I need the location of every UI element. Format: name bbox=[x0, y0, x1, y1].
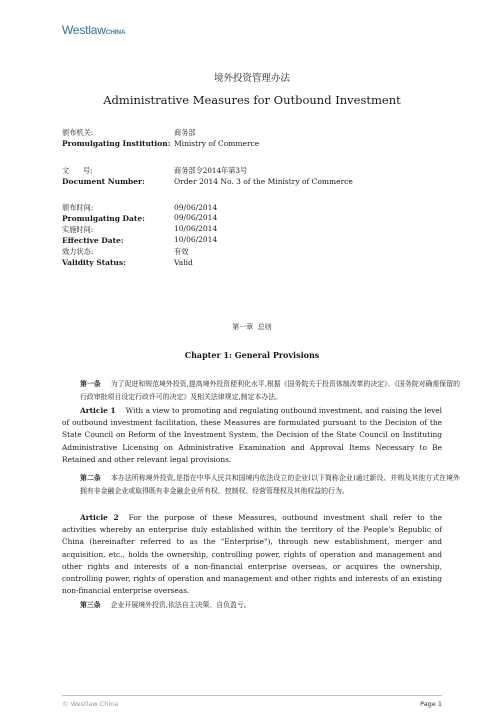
article-2-cn bbox=[62, 472, 460, 497]
article-1-en-text: With a view to promoting and regulating outbound investment, and raising the level of outbound investment facilitation, these Measures are formulated pursuant to the Decision of the State Council on Reform of the Investment System, the Decision of the State Council on Instituting Administrative Licensing on Administrative Examination and Approval Items Necessary to Be Retained and other relevant legal provisions. bbox=[62, 406, 442, 464]
docnum-val-cn: 商务部令2014年第3号 bbox=[174, 166, 248, 175]
docnum-key-en: Document Number: bbox=[62, 177, 145, 186]
logo-suffix: CHINA bbox=[105, 29, 126, 36]
westlaw-china-logo bbox=[62, 23, 125, 37]
status-val-cn: 有效 bbox=[174, 247, 189, 256]
institution-key-en: Promulgating Institution: bbox=[62, 139, 171, 148]
article-2-en bbox=[62, 512, 442, 597]
promulgated-key-en: Promulgating Date: bbox=[62, 214, 145, 223]
article-3-cn-label: 第三条 bbox=[80, 601, 101, 609]
institution-val-cn: 商务部 bbox=[174, 128, 196, 137]
status-val-en: Valid bbox=[174, 258, 193, 267]
article-1-en bbox=[62, 405, 442, 466]
docnum-val-en: Order 2014 No. 3 of the Ministry of Commerce bbox=[174, 177, 353, 186]
institution-val-en: Ministry of Commerce bbox=[174, 139, 260, 148]
effective-key-en: Effective Date: bbox=[62, 236, 124, 245]
effective-val-en: 10/06/2014 bbox=[174, 235, 218, 244]
status-key-en: Validity Status: bbox=[62, 258, 126, 267]
effective-key-cn: 实施时间: bbox=[62, 225, 94, 234]
docnum-key-cn: 文 号: bbox=[62, 166, 93, 175]
article-3-cn bbox=[62, 599, 460, 612]
article-2-cn-text: 本办法所称境外投资,是指在中华人民共和国境内依法设立的企业(以下简称企业)通过新设、并购及其他方式在境外拥有非金融企业或取得既有非金融企业所有权、控制权、经营管理权及其他权益的行为。 bbox=[80, 474, 461, 495]
footer-page-number: Page 1 bbox=[420, 700, 442, 708]
article-2-en-label: Article 2 bbox=[80, 513, 119, 522]
promulgated-key-cn: 颁布时间: bbox=[62, 203, 94, 212]
article-1-en-label: Article 1 bbox=[80, 406, 116, 415]
footer-divider bbox=[62, 695, 442, 696]
chapter-title-en: Chapter 1: General Provisions bbox=[184, 350, 320, 360]
institution-key-cn: 颁布机关: bbox=[62, 128, 94, 137]
article-1-cn bbox=[62, 378, 460, 403]
status-key-cn: 效力状态: bbox=[62, 247, 94, 256]
logo-main: Westlaw bbox=[62, 23, 106, 37]
promulgated-val-cn: 09/06/2014 bbox=[174, 203, 218, 212]
document-title-en: Administrative Measures for Outbound Investment bbox=[103, 93, 401, 107]
article-1-cn-label: 第一条 bbox=[80, 380, 101, 388]
footer-copyright: © Westlaw China bbox=[62, 700, 119, 708]
promulgated-val-en: 09/06/2014 bbox=[174, 213, 218, 222]
article-3-cn-text: 企业开展境外投资,依法自主决策、自负盈亏。 bbox=[110, 601, 251, 609]
effective-val-cn: 10/06/2014 bbox=[174, 224, 218, 233]
chapter-title-cn: 第一章 总则 bbox=[232, 323, 272, 331]
article-2-en-text: For the purpose of these Measures, outbound investment shall refer to the activities whereby an enterprise duly established within the territory of the People's Republic of China (hereinafter referred to as the "Enterprise"), through new establishment, merger and acquisition, etc., holds the ownership, controlling power, rights of operation and management and other rights and interests of a non-financial enterprise overseas, or acquires the ownership, controlling power, rights of operation and management and other rights and interests of an existing non-financial enterprise overseas. bbox=[62, 513, 443, 596]
article-1-cn-text: 为了促进和规范境外投资,提高境外投资便利化水平,根据《国务院关于投资体制改革的决定》、《国务院对确需保留的行政审批项目设定行政许可的决定》及相关法律规定,制定本办法。 bbox=[80, 380, 460, 401]
article-2-cn-label: 第二条 bbox=[80, 474, 101, 482]
document-title-cn: 境外投资管理办法 bbox=[213, 73, 290, 84]
